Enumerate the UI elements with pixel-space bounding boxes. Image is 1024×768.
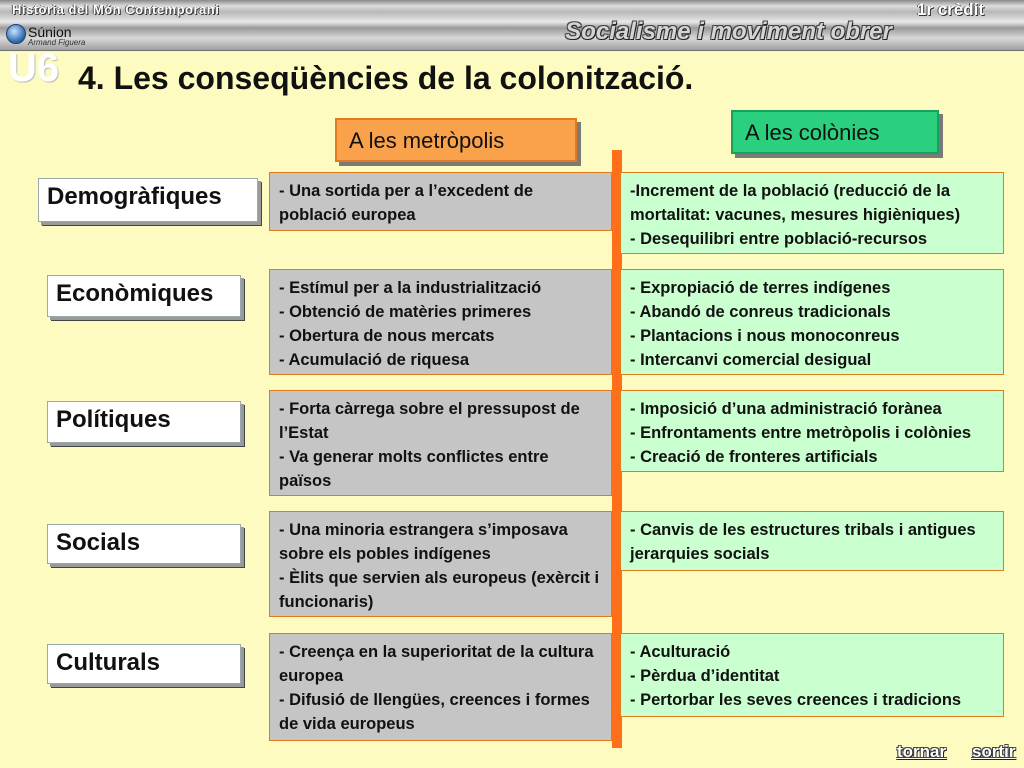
- list-item: - Obertura de nous mercats: [279, 327, 495, 345]
- list-item: - Una sortida per a l’excedent de població europea: [279, 182, 533, 224]
- back-link[interactable]: tornar: [897, 742, 947, 761]
- category-cultural: Culturals: [47, 644, 241, 684]
- metropolis-cultural: [269, 633, 612, 741]
- list-item: - Creació de fronteres artificials: [630, 448, 878, 466]
- top-banner: [0, 0, 1024, 51]
- metropolis-economic: [269, 269, 612, 375]
- list-item: - Abandó de conreus tradicionals: [630, 303, 891, 321]
- column-header-colonies: A les colònies: [731, 110, 939, 154]
- list-item: - Va generar molts conflictes entre països: [279, 448, 549, 490]
- list-item: - Expropiació de terres indígenes: [630, 279, 891, 297]
- list-item: - Pertorbar les seves creences i tradicions: [630, 691, 962, 709]
- list-item: -Increment de la població (reducció de la mortalitat: vacunes, mesures higièniques): [630, 182, 961, 224]
- list-item: - Intercanvi comercial desigual: [630, 351, 872, 369]
- list-item: - Èlits que servien als europeus (exèrcit i funcionaris): [279, 569, 600, 611]
- list-item: - Pèrdua d’identitat: [630, 667, 780, 685]
- page-title: 4. Les conseqüències de la colonització.: [78, 60, 694, 96]
- list-item: - Canvis de les estructures tribals i antigues jerarquies socials: [630, 521, 976, 563]
- list-item: - Estímul per a la industrialització: [279, 279, 542, 297]
- category-economic: Econòmiques: [47, 275, 241, 317]
- topic-title: Socialisme i moviment obrer: [565, 18, 892, 45]
- unit-label: U6: [8, 46, 60, 90]
- colonies-demographic: [620, 172, 1004, 254]
- list-item: - Difusió de llengües, creences i formes de vida europeus: [279, 691, 590, 733]
- column-header-metropolis: A les metròpolis: [335, 118, 577, 162]
- category-demographic: Demogràfiques: [38, 178, 258, 222]
- colonies-economic: [620, 269, 1004, 375]
- list-item: - Desequilibri entre població-recursos: [630, 230, 928, 248]
- list-item: - Imposició d’una administració forànea: [630, 400, 942, 418]
- list-item: - Acumulació de riquesa: [279, 351, 470, 369]
- course-title: Història del Món Contemporani: [12, 2, 220, 17]
- logo-author: Armand Figuera: [28, 38, 86, 47]
- category-political: Polítiques: [47, 401, 241, 443]
- list-item: - Aculturació: [630, 643, 731, 661]
- globe-icon: [6, 24, 26, 44]
- list-item: - Creença en la superioritat de la cultura europea: [279, 643, 594, 685]
- logo-name: Súnion: [28, 24, 72, 40]
- list-item: - Una minoria estrangera s’imposava sobre els pobles indígenes: [279, 521, 568, 563]
- list-item: - Forta càrrega sobre el pressupost de l’Estat: [279, 400, 580, 442]
- metropolis-demographic: [269, 172, 612, 231]
- colonies-cultural: [620, 633, 1004, 717]
- colonies-political: [620, 390, 1004, 472]
- colonies-social: [620, 511, 1004, 571]
- list-item: - Obtenció de matèries primeres: [279, 303, 532, 321]
- list-item: - Enfrontaments entre metròpolis i colònies: [630, 424, 972, 442]
- credit-label: 1r crèdit: [916, 0, 984, 19]
- list-item: - Plantacions i nous monoconreus: [630, 327, 900, 345]
- metropolis-social: [269, 511, 612, 617]
- category-social: Socials: [47, 524, 241, 564]
- exit-link[interactable]: sortir: [972, 742, 1016, 761]
- metropolis-political: [269, 390, 612, 496]
